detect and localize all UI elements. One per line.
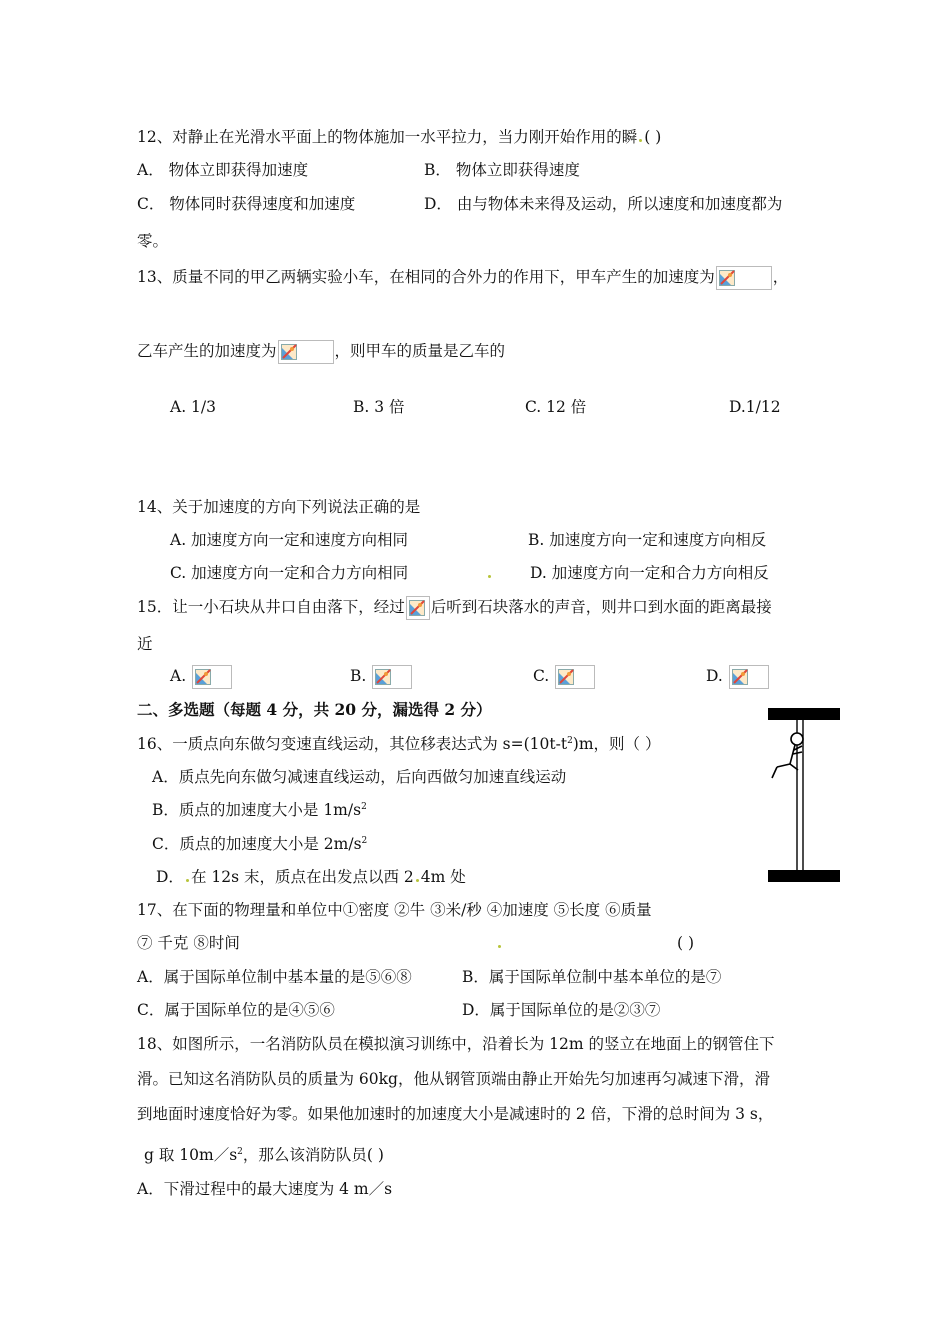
q14-option-d: D. 加速度方向一定和合力方向相反 <box>530 564 769 582</box>
top-beam <box>768 708 840 720</box>
q14-option-c: C. 加速度方向一定和合力方向相同 <box>170 564 409 582</box>
q15-option-c: C. <box>533 665 596 689</box>
q16-option-b: B．质点的加速度大小是 $1m/s^2$ <box>152 801 367 819</box>
q13-option-d: D.1/12 <box>729 398 781 416</box>
section-2-title: 二、多选题（每题 4 分，共 20 分，漏选得 2 分） <box>137 700 492 719</box>
image-placeholder-icon <box>406 596 430 620</box>
q16-option-c: C．质点的加速度大小是 $2m/s^2$ <box>152 835 368 853</box>
firefighter-pole-figure <box>766 706 844 886</box>
q17-option-c: C．属于国际单位的是④⑤⑥ <box>137 1001 335 1019</box>
q18-line-3: 到地面时速度恰好为零。如果他加速时的加速度大小是减速时的 2 倍，下滑的总时间为 3 s， <box>137 1105 774 1123</box>
image-placeholder-icon <box>278 340 334 364</box>
q17-stem-2: ⑦ 千克 ⑧时间 <box>137 934 240 952</box>
q17-stem: 17、在下面的物理量和单位中①密度 ②牛 ③米/秒 ④加速度 ⑤长度 ⑥质量 <box>137 901 652 919</box>
q13-stem-2: 乙车产生的加速度为 ，则甲车的质量是乙车的 <box>137 340 505 364</box>
image-placeholder-icon <box>555 665 595 689</box>
image-placeholder-icon <box>372 665 412 689</box>
q14-option-a: A. 加速度方向一定和速度方向相同 <box>170 531 409 549</box>
q17-option-d: D．属于国际单位的是②③⑦ <box>462 1001 661 1019</box>
q16-option-d: D． 在 12s 末，质点在出发点以西 2 4m 处 <box>156 868 466 886</box>
image-placeholder-icon <box>729 665 769 689</box>
q15-stem-cont: 近 <box>137 635 153 653</box>
q12-option-a: A． 物体立即获得加速度 <box>137 161 309 179</box>
q17-paren: ( ) <box>677 934 695 952</box>
q15-option-b: B. <box>350 665 413 689</box>
q13-option-a: A. 1/3 <box>170 398 216 416</box>
q12-option-c: C． 物体同时获得速度和加速度 <box>137 195 356 213</box>
climber-icon <box>772 733 803 778</box>
q15-option-d: D. <box>706 665 770 689</box>
q18-line-2: 滑。已知这名消防队员的质量为 60kg，他从钢管顶端由静止开始先匀加速再匀减速下滑，滑 <box>137 1070 770 1088</box>
q12-stem: 12、对静止在光滑水平面上的物体施加一水平拉力，当力刚开始作用的瞬 ( ) <box>137 128 662 146</box>
q16-stem: 16、一质点向东做匀变速直线运动，其位移表达式为 $s=(10t-t^2)m$，则（ ） <box>137 735 661 753</box>
q14-stem: 14、关于加速度的方向下列说法正确的是 <box>137 498 421 516</box>
q18-line-1: 18、如图所示，一名消防队员在模拟演习训练中，沿着长为 12m 的竖立在地面上的钢管住下 <box>137 1035 775 1053</box>
q15-option-a: A. <box>170 665 233 689</box>
decor-dot <box>486 563 493 583</box>
q18-line-4: g 取 $10m/s^2$，那么该消防队员( ) <box>144 1146 384 1164</box>
q12-option-d-cont: 零。 <box>137 232 169 250</box>
q13-stem: 13、质量不同的甲乙两辆实验小车，在相同的合外力的作用下，甲车产生的加速度为 ， <box>137 266 788 290</box>
q15-stem: 15．让一小石块从井口自由落下，经过 后听到石块落水的声音，则井口到水面的距离最接 <box>137 596 772 620</box>
q17-option-b: B．属于国际单位制中基本单位的是⑦ <box>462 968 722 986</box>
image-placeholder-icon <box>716 266 772 290</box>
q12-option-b: B． 物体立即获得速度 <box>424 161 580 179</box>
q18-option-a: A．下滑过程中的最大速度为 4 m／s <box>137 1180 393 1198</box>
q17-option-a: A．属于国际单位制中基本量的是⑤⑥⑧ <box>137 968 412 986</box>
q13-option-b: B. 3 倍 <box>353 398 405 416</box>
decor-dot <box>496 933 503 953</box>
q13-option-c: C. 12 倍 <box>525 398 587 416</box>
image-placeholder-icon <box>192 665 232 689</box>
bottom-beam <box>768 870 840 882</box>
q14-option-b: B. 加速度方向一定和速度方向相反 <box>528 531 767 549</box>
q12-option-d: D． 由与物体未来得及运动，所以速度和加速度都为 <box>424 195 783 213</box>
q16-option-a: A．质点先向东做匀减速直线运动，后向西做匀加速直线运动 <box>152 768 567 786</box>
